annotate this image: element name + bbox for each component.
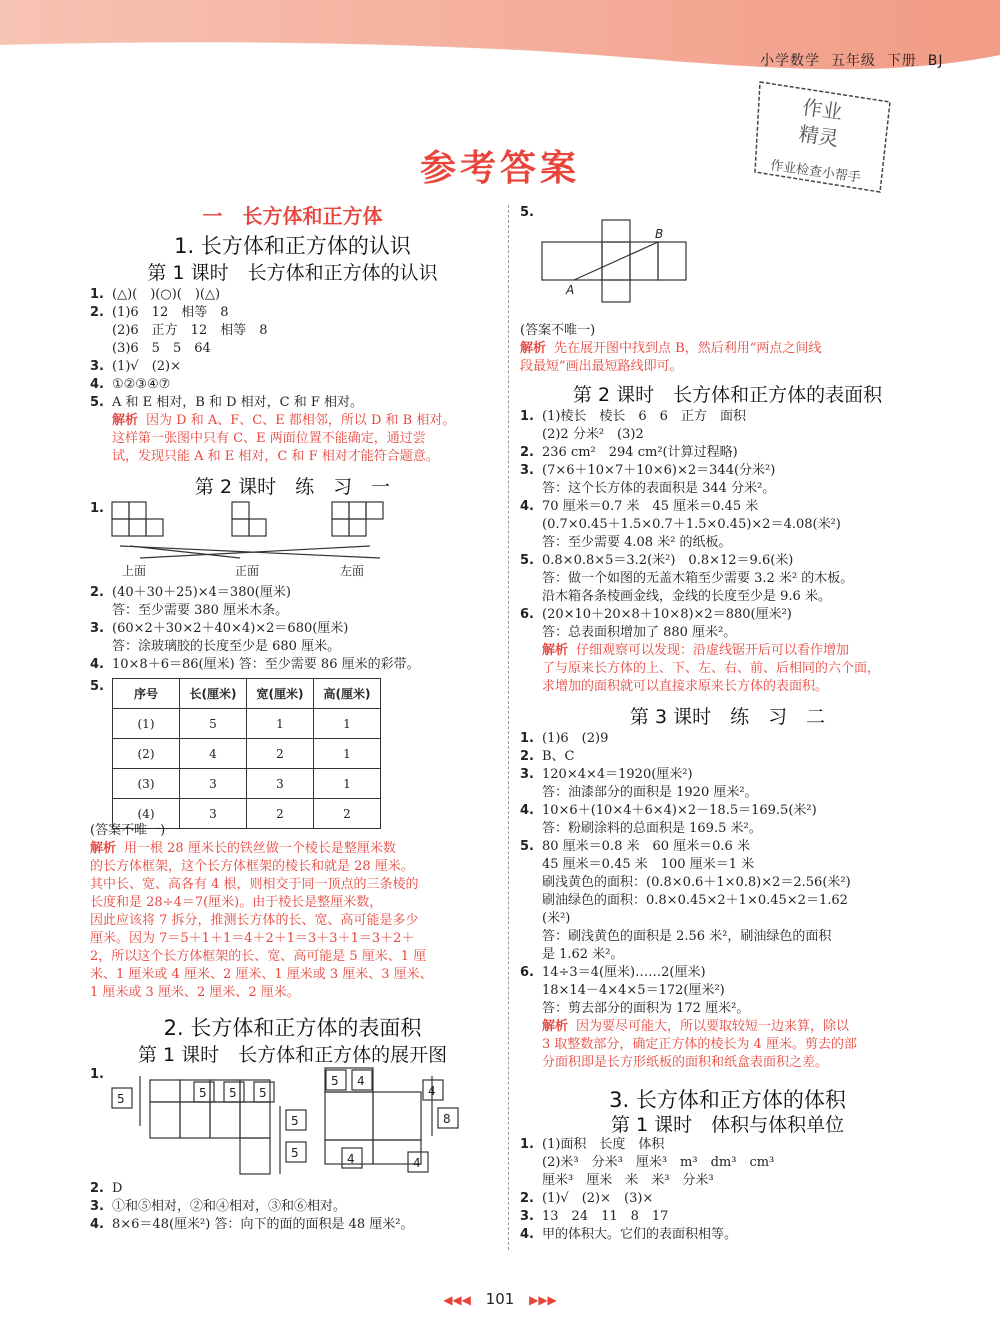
table-cell: (2)	[113, 739, 180, 769]
lesson-title: 第 1 课时 长方体和正方体的展开图	[137, 1044, 448, 1066]
svg-text:5: 5	[331, 1074, 339, 1088]
table-cell: 3	[180, 769, 247, 799]
section-title: 1. 长方体和正方体的认识	[174, 234, 411, 258]
table-cell: 1	[314, 769, 381, 799]
table-cell: (3)	[113, 769, 180, 799]
svg-text:4: 4	[413, 1156, 421, 1170]
volume-answers: 1. (1)面积 长度 体积 (2)米³ 分米³ 厘米³ m³ dm³ cm³ 厘米³ 厘米 米 米³ 分米³ 2. (1)√ (2)× (3)× 3. 13 24 11 8 17 4. 甲的体积大。它们的表面积相等。	[520, 1137, 775, 1242]
next-arrows: ▶▶▶	[529, 1293, 557, 1307]
three-views-figure	[90, 500, 495, 578]
svg-text:正面: 正面	[235, 564, 260, 578]
cuboid-nets-figure	[90, 1066, 495, 1178]
svg-text:5: 5	[291, 1114, 299, 1128]
svg-text:8: 8	[443, 1112, 451, 1126]
chapter-title: 一 长方体和正方体	[202, 204, 383, 228]
table-cell: (4)	[113, 799, 180, 829]
svg-text:5: 5	[229, 1086, 237, 1100]
homework-stamp	[750, 72, 900, 202]
table-cell: 1	[314, 739, 381, 769]
table-cell: 高(厘米)	[314, 679, 381, 709]
table-row	[113, 769, 381, 799]
table-row	[113, 709, 381, 739]
lesson-title: 第 1 课时 长方体和正方体的认识	[147, 262, 438, 284]
table-cell: 2	[314, 799, 381, 829]
page-title: 参考答案	[420, 148, 581, 189]
table-cell: 1	[247, 709, 314, 739]
page-number: 101	[485, 1290, 515, 1308]
table-cell: 长(厘米)	[180, 679, 247, 709]
svg-text:上面: 上面	[122, 564, 147, 578]
table-header-row	[113, 679, 381, 709]
lesson-title: 第 2 课时 练 习 一	[194, 476, 391, 498]
svg-text:作业: 作业	[800, 94, 844, 125]
svg-text:4: 4	[347, 1152, 355, 1166]
q5-note: (答案不唯一) 解析 先在展开图中找到点 B，然后利用“两点之间线 段最短”画出最短路线即可。	[520, 323, 822, 374]
table-cell: 4	[180, 739, 247, 769]
table-cell: 宽(厘米)	[247, 679, 314, 709]
section-title: 2. 长方体和正方体的表面积	[163, 1016, 422, 1040]
svg-text:5: 5	[291, 1146, 299, 1160]
svg-text:5: 5	[117, 1092, 125, 1106]
svg-text:A: A	[566, 283, 575, 297]
header-info: 小学数学 五年级 下册 BJ	[760, 53, 944, 69]
svg-text:左面: 左面	[340, 564, 365, 578]
lesson-title: 第 3 课时 练 习 二	[629, 706, 826, 728]
table-cell: 1	[314, 709, 381, 739]
surface-area-answers: 1. (1)棱长 棱长 6 6 正方 面积 (2)2 分米² (3)2 2. 236 cm² 294 cm²(计算过程略) 3. (7×6＋10×7＋10×6)×2＝344(分米²) 答：这个长方体的表面积是 344 分米²。 4. 70 厘米＝0.7 米 45 厘米＝0.45 米 (0.7×0.45＋1.5×0.7＋1.5×0.45)×2＝4.08(米²) 答：至少需要 4.08 米² 的纸板。 5. 0.8×0.8×5＝3.2(米²) 0.8×12＝9.6(米) 答：做一个如图的无盖木箱至少需要 3.2 米² 的木板。 沿木箱各条棱画金线，金线的长度至少是 9.6 米。 6. (20×10＋20×8＋10×8)×2＝880(厘米²) 答：总表面积增加了 880 厘米²。 解析 仔细观察可以发现：沿虚线锯开后可以看作增加 了与原来长方体的上、下、左、右、前、后相同的六个面， 求增加的面积就可以直接求原来长方体的表面积。	[520, 409, 881, 694]
svg-text:作业检查小帮手: 作业检查小帮手	[769, 158, 862, 186]
svg-text:5: 5	[259, 1086, 267, 1100]
lesson-title: 第 1 课时 体积与体积单位	[610, 1114, 845, 1136]
table-cell: 序号	[113, 679, 180, 709]
nets-answers: 2. D 3. ①和⑤相对，②和④相对，③和⑥相对。 4. 8×6＝48(厘米²) 答：向下的面的面积是 48 厘米²。	[90, 1181, 414, 1232]
svg-text:4: 4	[357, 1074, 365, 1088]
practice1-answers: 2. (40＋30＋25)×4＝380(厘米) 答：至少需要 380 厘米木条。 3. (60×2＋30×2＋40×4)×2＝680(厘米) 答：涂玻璃胶的长度至少是 680 厘米。 4. 10×8＋6＝86(厘米) 答：至少需要 86 厘米的彩带。	[90, 585, 420, 672]
lesson1-answers: 1. (△)( )(○)( )(△) 2. (1)6 12 相等 8 (2)6 正方 12 相等 8 (3)6 5 5 64 3. (1)√ (2)× 4. ①②③④⑦ 5. A 和 E 相对，B 和 D 相对，C 和 F 相对。 解析 因为 D 和 A、F、C、E 都相邻，所以 D 和 B 相对。 这样第一张图中只有 C、E 两面位置不能确定，通过尝 试，发现只能 A 和 E 相对，C 和 F 相对才能符合题意。	[90, 287, 456, 464]
svg-text:精灵: 精灵	[797, 121, 841, 151]
table-cell: 2	[247, 739, 314, 769]
views-question: 1. 上面 正面 左面	[90, 500, 495, 518]
svg-text:B: B	[655, 227, 664, 241]
table-row	[113, 739, 381, 769]
page-footer	[0, 1290, 1000, 1308]
column-divider	[508, 205, 509, 1250]
shortest-path-figure	[540, 216, 740, 316]
table-cell: 3	[180, 799, 247, 829]
svg-text:4: 4	[428, 1084, 436, 1098]
table-cell: (1)	[113, 709, 180, 739]
q5-explanation: (答案不唯一) 解析 用一根 28 厘米长的铁丝做一个棱长是整厘米数 的长方体框架，这个长方体框架的棱长和就是 28 厘米。 其中长、宽、高各有 4 根，则相交于同一顶点的三条棱的 长度和是 28÷4＝7(厘米)。由于棱长是整厘米数， 因此应该将 7 拆分，推测长方体的长、宽、高可能是多少 厘米。因为 7＝5＋1＋1＝4＋2＋1＝3＋3＋1＝3＋2＋ 2，所以这个长方体框架的长、宽、高可能是 5 厘米、1 厘 米、1 厘米或 4 厘米、2 厘米、1 厘米或 3 厘米、3 厘米、 1 厘米或 3 厘米、2 厘米、2 厘米。	[90, 823, 433, 1000]
practice2-answers: 1. (1)6 (2)9 2. B、C 3. 120×4×4＝1920(厘米²) 答：油漆部分的面积是 1920 厘米²。 4. 10×6＋(10×4＋6×4)×2－18.5＝169.5(米²) 答：粉刷涂料的总面积是 169.5 米²。 5. 80 厘米＝0.8 米 60 厘米＝0.6 米 45 厘米＝0.45 米 100 厘米＝1 米 刷浅黄色的面积：(0.8×0.6＋1×0.8)×2＝2.56(米²) 刷油绿色的面积：0.8×0.45×2＋1×0.45×2＝1.62 (米²) 答：刷浅黄色的面积是 2.56 米²，刷油绿色的面积 是 1.62 米²。 6. 14÷3＝4(厘米)……2(厘米) 18×14－4×4×5＝172(厘米²) 答：剪去部分的面积为 172 厘米²。 解析 因为要尽可能大，所以要取较短一边来算，除以 3 取整数部分，确定正方体的棱长为 4 厘米。剪去的部 分面积即是长方形纸板的面积和纸盒表面积之差。	[520, 731, 857, 1070]
table-cell: 5	[180, 709, 247, 739]
table-cell: 3	[247, 769, 314, 799]
lesson-title: 第 2 课时 长方体和正方体的表面积	[572, 384, 883, 406]
prev-arrows: ◀◀◀	[443, 1293, 471, 1307]
dimension-table	[112, 678, 381, 829]
section-title: 3. 长方体和正方体的体积	[609, 1088, 846, 1112]
table-cell: 2	[247, 799, 314, 829]
svg-text:5: 5	[199, 1086, 207, 1100]
